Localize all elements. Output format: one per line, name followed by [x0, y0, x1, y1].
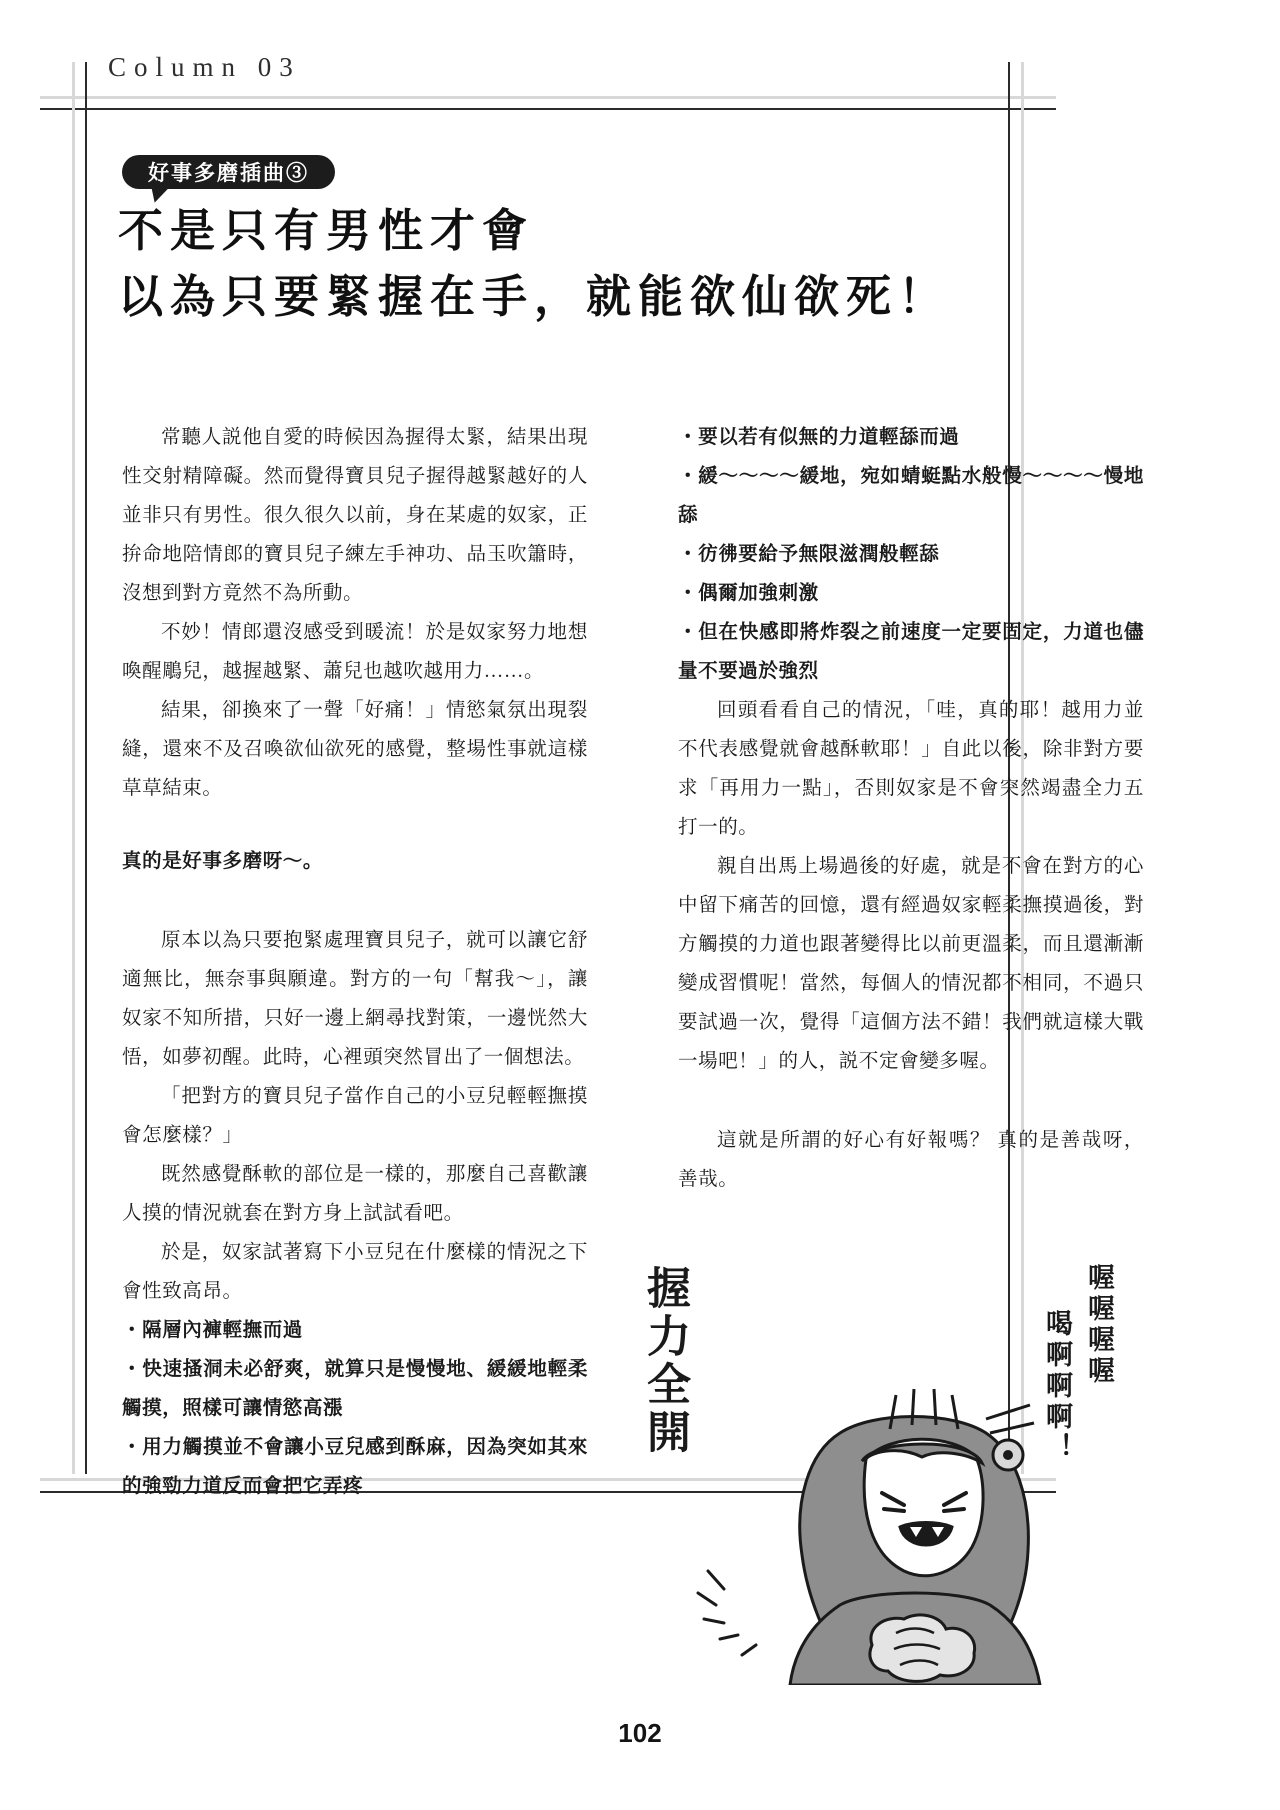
body-paragraph: 回頭看看自己的情況，「哇，真的耶！越用力並不代表感覺就會越酥軟耶！」自此以後，除非對方要求「再用力一點」，否則奴家是不會突然竭盡全力五打一的。 — [678, 700, 1144, 838]
body-bullet: ・要以若有似無的力道輕舔而過 — [678, 427, 960, 448]
body-paragraph: 結果，卻換來了一聲「好痛！」情慾氣氛出現裂縫，還來不及召喚欲仙欲死的感覺，整場性事就這樣草草結束。 — [122, 700, 588, 799]
hair-flower-center — [1003, 1450, 1013, 1460]
body-bullet: ・用力觸摸並不會讓小豆兒感到酥麻，因為突如其來的強勁力道反而會把它弄疼 — [122, 1437, 588, 1497]
frame-line-top-outer — [40, 96, 1056, 99]
body-bullet: ・彷彿要給予無限滋潤般輕舔 — [678, 544, 940, 565]
body-bullet: ・偶爾加強刺激 — [678, 583, 819, 604]
body-paragraph: 原本以為只要抱緊處理寶貝兒子，就可以讓它舒適無比，無奈事與願違。對方的一句「幫我～」，讓奴家不知所措，只好一邊上網尋找對策，一邊恍然大悟，如夢初醒。此時，心裡頭突然冒出了一個想法。 — [122, 930, 588, 1068]
body-paragraph: 常聽人説他自愛的時候因為握得太緊，結果出現性交射精障礙。然而覺得寶貝兒子握得越緊越好的人並非只有男性。很久很久以前，身在某處的奴家，正拚命地陪情郎的寶貝兒子練左手神功、品玉吹簫時，沒想到對方竟然不為所動。 — [122, 427, 588, 604]
speed-lines — [698, 1571, 756, 1655]
body-paragraph: 真的是好事多磨呀～。 — [122, 851, 324, 872]
body-paragraph: 既然感覺酥軟的部位是一樣的，那麼自己喜歡讓人摸的情況就套在對方身上試試看吧。 — [122, 1164, 588, 1224]
paragraph-spacer — [122, 881, 588, 921]
page-number: 102 — [618, 1718, 662, 1748]
frame-line-left-inner — [85, 62, 87, 1474]
page-title-line2: 以為只要緊握在手，就能欲仙欲死！ — [118, 272, 951, 322]
illustration — [640, 1263, 1120, 1685]
body-paragraph: 「把對方的寶貝兒子當作自己的小豆兒輕輕撫摸會怎麼樣？」 — [122, 1086, 588, 1146]
body-bullet: ・隔層內褲輕撫而過 — [122, 1320, 303, 1341]
frame-line-left-outer — [72, 62, 75, 1474]
body-paragraph: 這就是所謂的好心有好報嗎？ 真的是善哉呀，善哉。 — [678, 1130, 1144, 1190]
body-bullet: ・快速搔洞未必舒爽，就算只是慢慢地、緩緩地輕柔觸摸，照樣可讓情慾高漲 — [122, 1359, 588, 1419]
body-paragraph: 親自出馬上場過後的好處，就是不會在對方的心中留下痛苦的回憶，還有經過奴家輕柔撫摸過後，對方觸摸的力道也跟著變得比以前更溫柔，而且還漸漸變成習慣呢！當然，每個人的情況都不相同，不過只要試過一次，覺得「這個方法不錯！我們就這樣大戰一場吧！」的人，説不定會變多喔。 — [678, 856, 1144, 1072]
illustration-label-left: 握力全開 — [640, 1265, 689, 1457]
body-paragraph: 於是，奴家試著寫下小豆兒在什麼樣的情況之下會性致高昂。 — [122, 1242, 588, 1302]
body-paragraph: 不妙！情郎還沒感受到暖流！於是奴家努力地想喚醒鵰兒，越握越緊、蕭兒也越吹越用力……。 — [122, 622, 588, 682]
body-column-right — [678, 418, 1144, 1199]
frame-line-top-inner — [40, 108, 1056, 110]
page-title-line1: 不是只有男性才會 — [118, 206, 535, 256]
body-bullet: ・但在快感即將炸裂之前速度一定要固定，力道也儘量不要過於強烈 — [678, 622, 1144, 682]
section-tag-label: 好事多磨插曲③ — [148, 162, 309, 185]
body-bullet: ・緩〜〜〜〜緩地，宛如蜻蜓點水般慢〜〜〜〜慢地舔 — [678, 466, 1144, 526]
illustration-label-right-1: 喔喔喔喔 — [1084, 1263, 1114, 1387]
column-label: Column 03 — [108, 52, 301, 82]
page-title — [118, 198, 1138, 330]
body-column-left — [122, 418, 588, 1506]
paragraph-spacer — [122, 808, 588, 842]
illustration-label-right-2: 喝啊啊啊！ — [1042, 1309, 1072, 1464]
